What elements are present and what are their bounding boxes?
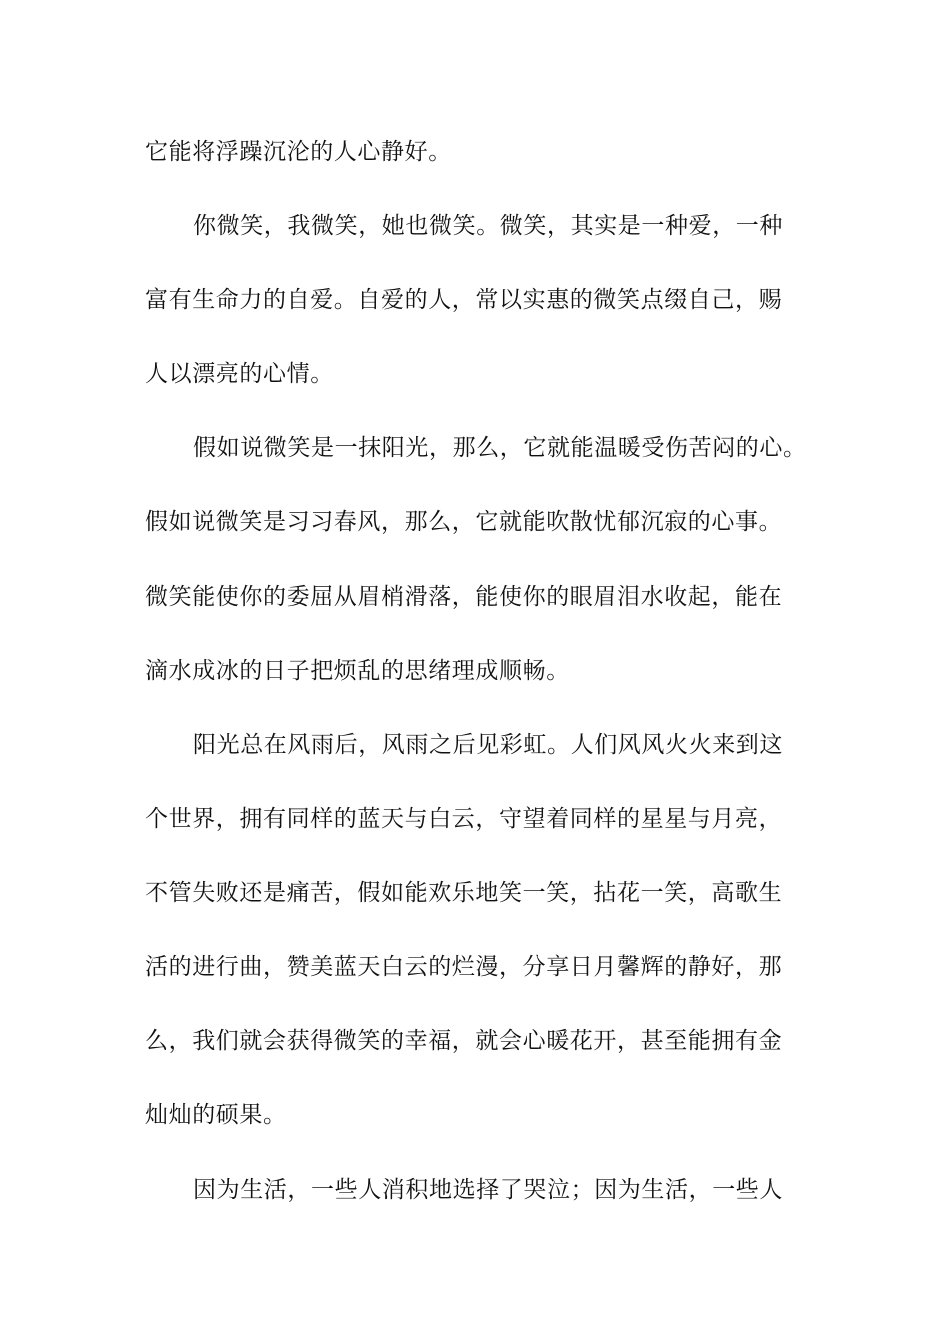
paragraph-first-line: 你微笑，我微笑，她也微笑。微笑，其实是一种爱，一种: [193, 213, 783, 239]
text-line: 假如说微笑是习习春风，那么，它就能吹散忧郁沉寂的心事。: [145, 509, 783, 535]
text-line: 么，我们就会获得微笑的幸福，就会心暖花开，甚至能拥有金: [145, 1028, 783, 1054]
text-line: 活的进行曲，赞美蓝天白云的烂漫，分享日月馨辉的静好，那: [145, 954, 783, 980]
text-line: 滴水成冰的日子把烦乱的思绪理成顺畅。: [145, 658, 570, 684]
text-line: 富有生命力的自爱。自爱的人，常以实惠的微笑点缀自己，赐: [145, 287, 783, 313]
paragraph-first-line: 因为生活，一些人消积地选择了哭泣；因为生活，一些人: [193, 1177, 783, 1203]
paragraph-first-line: 假如说微笑是一抹阳光，那么，它就能温暖受伤苦闷的心。: [193, 435, 807, 461]
paragraph-first-line: 阳光总在风雨后，风雨之后见彩虹。人们风风火火来到这: [193, 732, 783, 758]
text-line: 灿灿的硕果。: [145, 1102, 287, 1128]
text-line: 不管失败还是痛苦，假如能欢乐地笑一笑，拈花一笑，高歌生: [145, 880, 783, 906]
text-line: 人以漂亮的心情。: [145, 361, 334, 387]
text-line: 它能将浮躁沉沦的人心静好。: [145, 139, 452, 165]
text-line: 微笑能使你的委屈从眉梢滑落，能使你的眼眉泪水收起，能在: [145, 584, 783, 610]
text-line: 个世界，拥有同样的蓝天与白云，守望着同样的星星与月亮，: [145, 806, 783, 832]
